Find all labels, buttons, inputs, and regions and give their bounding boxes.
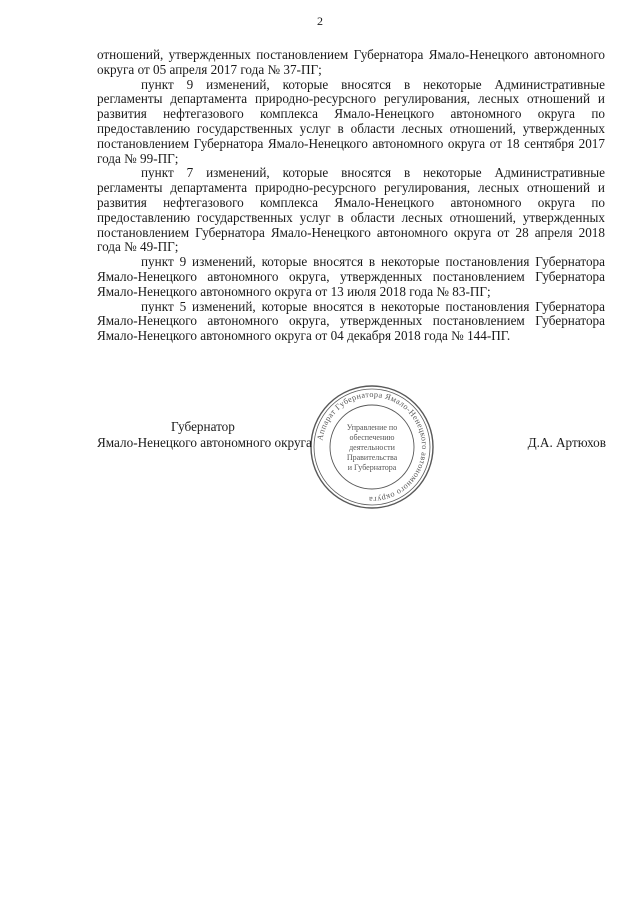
paragraph: отношений, утвержденных постановлением Губернатора Ямало-Ненецкого автономного округа от 05 апреля 2017 года № 37-ПГ; (97, 47, 605, 77)
paragraph: пункт 9 изменений, которые вносятся в некоторые постановления Губернатора Ямало-Ненецкого автономного округа, утвержденных постановлением Губернатора Ямало-Ненецкого автономного округа от 13 июля 2018 года № 83-ПГ; (97, 254, 605, 299)
seal-center-line: и Губернатора (347, 463, 397, 472)
seal-center-line: деятельности (349, 443, 395, 452)
paragraph: пункт 7 изменений, которые вносятся в некоторые Административные регламенты департамента природно-ресурсного регулирования, лесных отношений и развития нефтегазового комплекса Ямало-Ненецкого автономного округа по предоставлению государственных услуг в области лесных отношений, утвержденных постановлением Губернатора Ямало-Ненецкого автономного округа от 28 апреля 2018 года № 49-ПГ; (97, 165, 605, 255)
signatory-title: Губернатор (171, 419, 235, 434)
seal-center-line: Управление по (346, 423, 398, 432)
seal-ring-text: Аппарат Губернатора Ямало-Ненецкого автономного округа (315, 389, 430, 505)
signatory-organization: Ямало-Ненецкого автономного округа (97, 435, 312, 450)
page-number: 2 (317, 14, 323, 28)
signatory-name: Д.А. Артюхов (527, 435, 606, 450)
seal-center-line: Правительства (346, 453, 398, 462)
official-seal (308, 383, 436, 511)
document-body (97, 48, 605, 344)
paragraph: пункт 5 изменений, которые вносятся в некоторые постановления Губернатора Ямало-Ненецкого автономного округа, утвержденных постановлением Губернатора Ямало-Ненецкого автономного округа от 04 декабря 2018 года № 144-ПГ. (97, 298, 605, 344)
paragraph: пункт 9 изменений, которые вносятся в некоторые Административные регламенты департамента природно-ресурсного регулирования, лесных отношений и развития нефтегазового комплекса Ямало-Ненецкого автономного округа по предоставлению государственных услуг в области лесных отношений, утвержденных постановлением Губернатора Ямало-Ненецкого автономного округа от 18 сентября 2017 года № 99-ПГ; (97, 76, 605, 166)
seal-center-line: обеспечению (349, 433, 395, 442)
